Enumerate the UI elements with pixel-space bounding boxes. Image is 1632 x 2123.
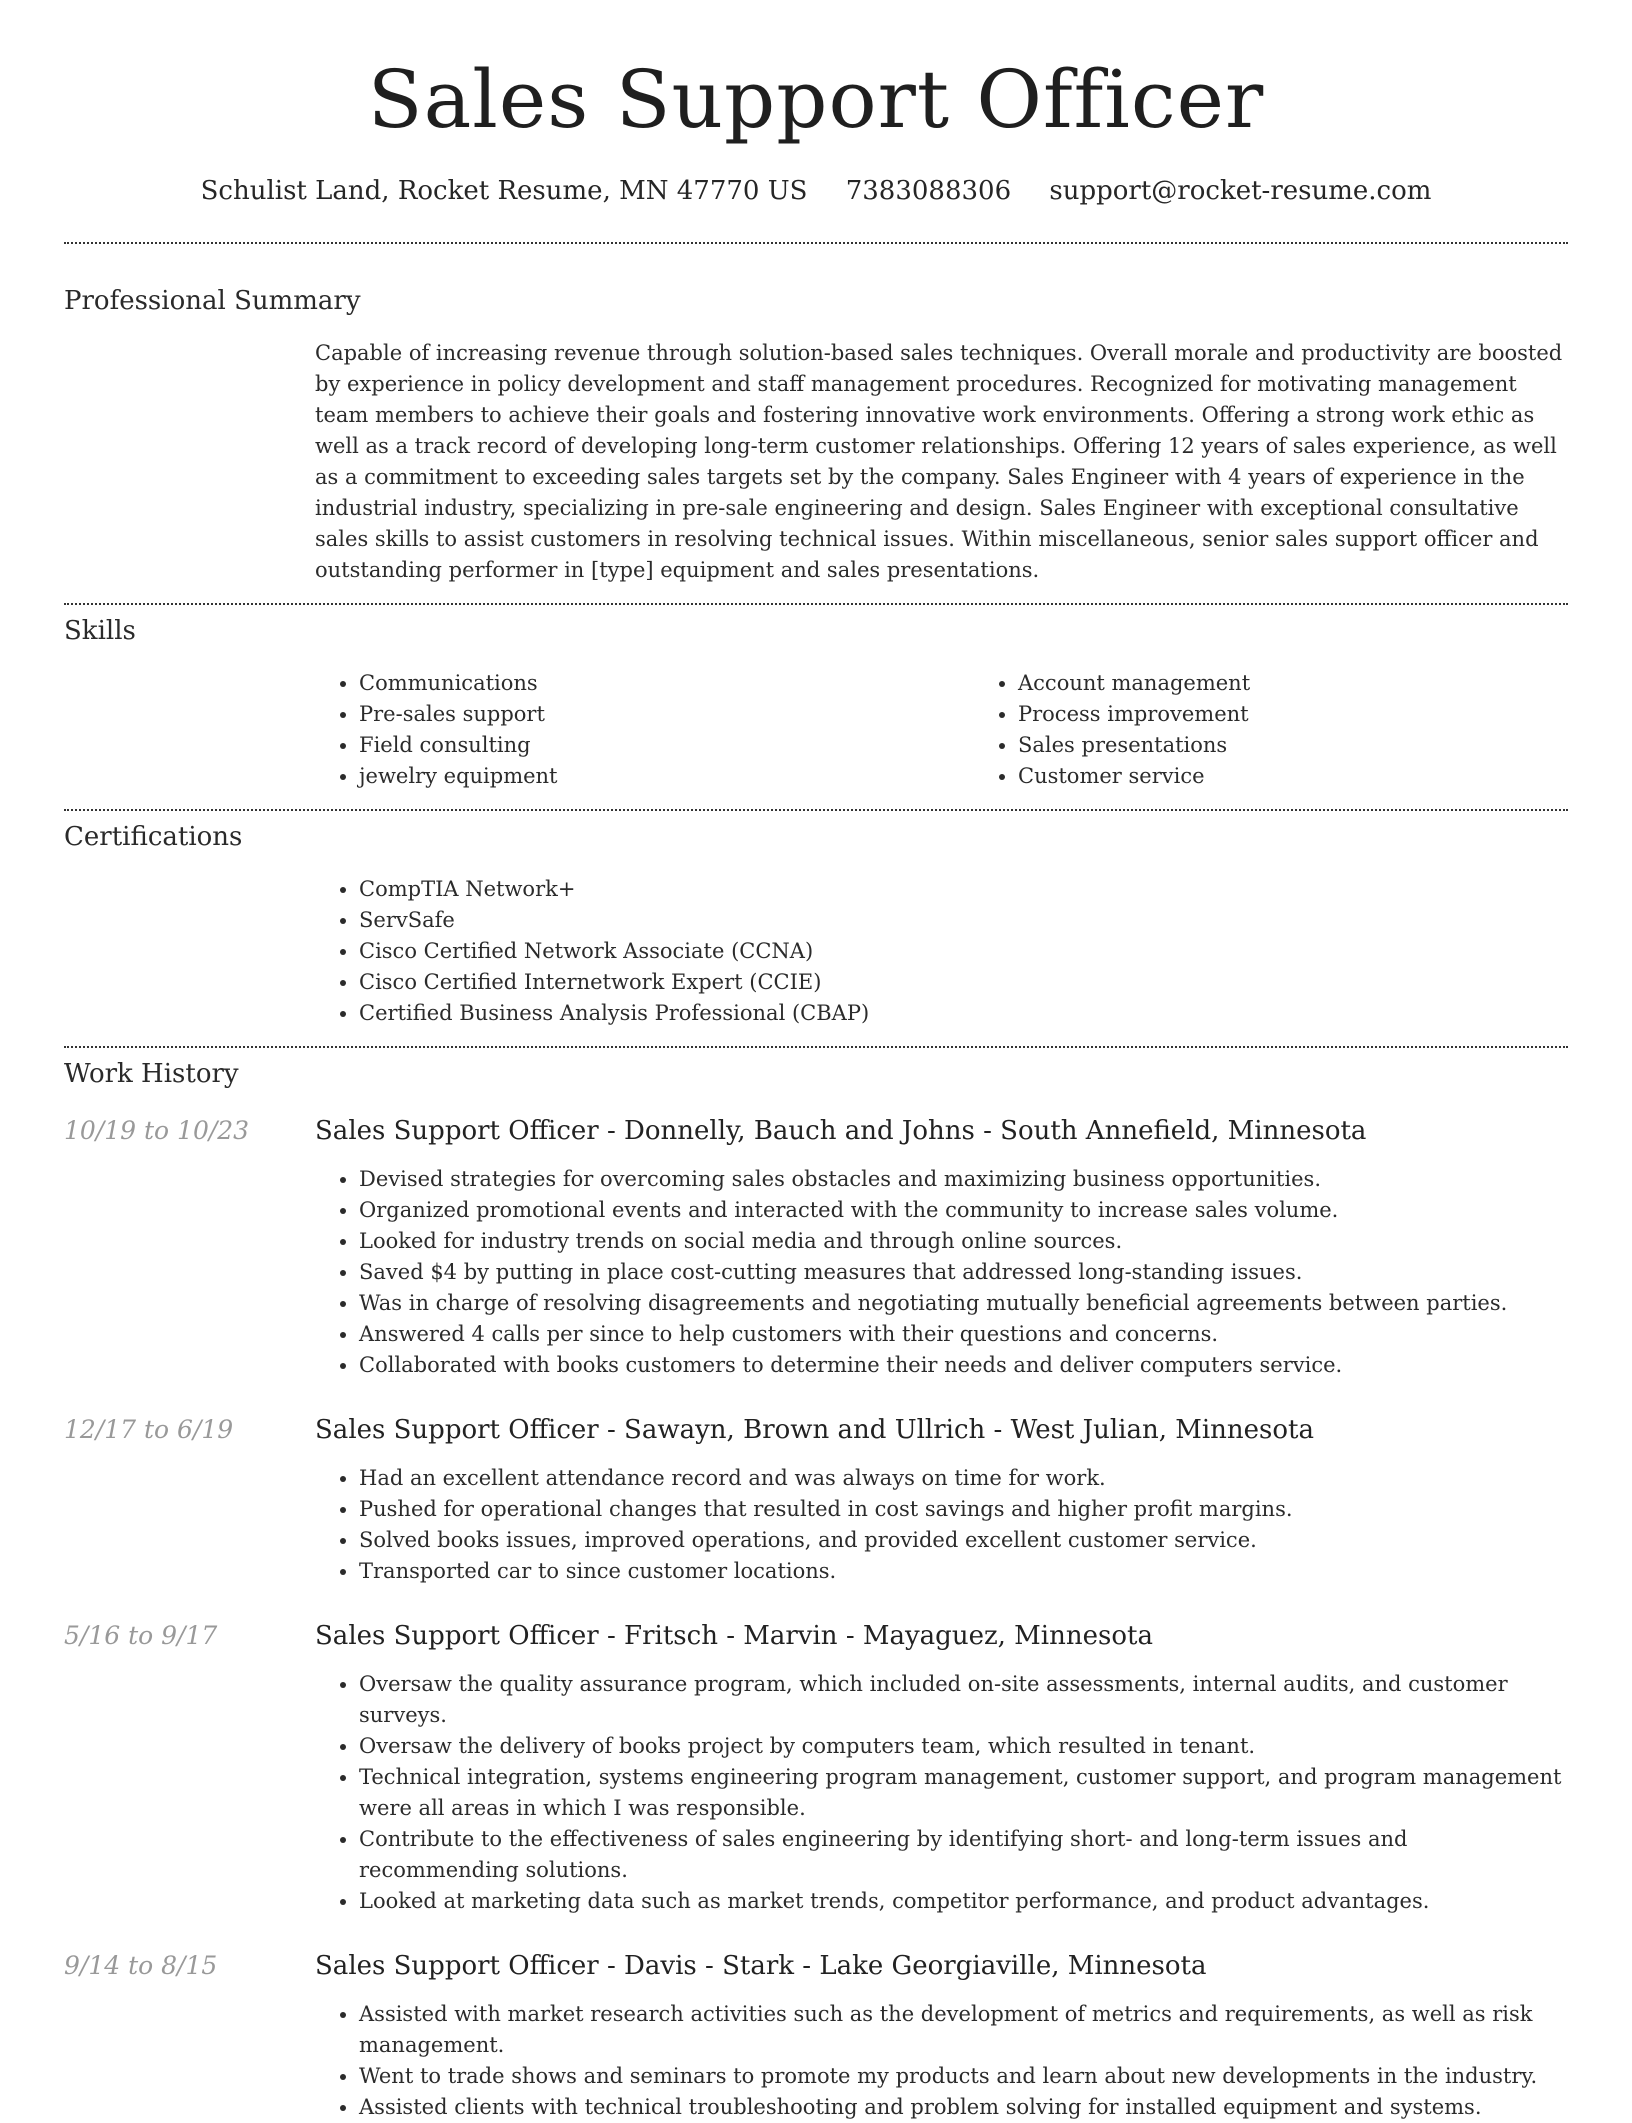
divider — [64, 1046, 1568, 1048]
candidate-name: Sales Support Officer — [367, 53, 1265, 146]
skill-item: • Pre-sales support — [359, 699, 974, 730]
skill-item: • Field consulting — [359, 730, 974, 761]
job-bullet: • Answered 4 calls per since to help customers with their questions and concerns. — [359, 1319, 1568, 1350]
contact-line — [64, 176, 1568, 206]
skill-item: • jewelry equipment — [359, 761, 974, 792]
job-bullet: • Solved books issues, improved operations, and provided excellent customer service. — [359, 1525, 1568, 1556]
job-bullet: • Transported car to since customer locations. — [359, 1556, 1568, 1587]
skills-list-left — [315, 668, 974, 792]
job-bullet: • Went to trade shows and seminars to promote my products and learn about new developments in the industry. — [359, 2061, 1568, 2092]
job-bullet: • Devised strategies for overcoming sales obstacles and maximizing business opportunities. — [359, 1164, 1568, 1195]
job-title: Sales Support Officer - Davis - Stark - Lake Georgiaville, Minnesota — [315, 1951, 1207, 1981]
summary-section — [64, 286, 1568, 586]
certifications-heading: Certifications — [64, 822, 243, 852]
job-bullets — [315, 1463, 1568, 1587]
job-entry — [64, 1415, 1568, 1587]
certification-item: • Cisco Certified Network Associate (CCNA) — [359, 936, 1568, 967]
job-dates: 12/17 to 6/19 — [64, 1415, 234, 1444]
skill-item: • Account management — [1018, 668, 1632, 699]
job-dates: 9/14 to 8/15 — [64, 1951, 218, 1980]
skills-heading: Skills — [64, 616, 136, 646]
job-bullets — [315, 1669, 1568, 1917]
job-bullet: • Organized promotional events and interacted with the community to increase sales volume. — [359, 1195, 1568, 1226]
skill-item: • Sales presentations — [1018, 730, 1632, 761]
job-dates: 5/16 to 9/17 — [64, 1621, 218, 1650]
certifications-section — [64, 822, 1568, 1029]
divider — [64, 603, 1568, 605]
job-title: Sales Support Officer - Donnelly, Bauch and Johns - South Annefield, Minnesota — [315, 1116, 1367, 1146]
job-entry — [64, 1951, 1568, 2123]
job-bullet: • Contribute to the effectiveness of sales engineering by identifying short- and long-term issues and recommending solutions. — [359, 1824, 1568, 1886]
work-history-section — [64, 1059, 1568, 2123]
certifications-list — [315, 874, 1568, 1029]
certification-item: • Certified Business Analysis Professional (CBAP) — [359, 998, 1568, 1029]
job-bullet: • Had an excellent attendance record and was always on time for work. — [359, 1463, 1568, 1494]
job-dates: 10/19 to 10/23 — [64, 1116, 250, 1145]
job-bullet: • Collaborated with books customers to determine their needs and deliver computers service. — [359, 1350, 1568, 1381]
skills-section — [64, 616, 1568, 792]
skill-item: • Process improvement — [1018, 699, 1632, 730]
divider — [64, 809, 1568, 811]
certification-item: • Cisco Certified Internetwork Expert (CCIE) — [359, 967, 1568, 998]
job-title: Sales Support Officer - Fritsch - Marvin - Mayaguez, Minnesota — [315, 1621, 1153, 1651]
job-bullet: • Oversaw the delivery of books project by computers team, which resulted in tenant. — [359, 1731, 1568, 1762]
skills-list-right — [974, 668, 1632, 792]
summary-heading: Professional Summary — [64, 286, 361, 316]
job-title: Sales Support Officer - Sawayn, Brown and Ullrich - West Julian, Minnesota — [315, 1415, 1314, 1445]
job-bullets — [315, 1164, 1568, 1381]
skill-item: • Customer service — [1018, 761, 1632, 792]
job-bullets — [315, 1999, 1568, 2123]
job-bullet: • Saved $4 by putting in place cost-cutting measures that addressed long-standing issues. — [359, 1257, 1568, 1288]
job-entry — [64, 1621, 1568, 1917]
resume-page — [64, 0, 1568, 2123]
job-bullet: • Oversaw the quality assurance program, which included on-site assessments, internal audits, and customer surveys. — [359, 1669, 1568, 1731]
summary-text: Capable of increasing revenue through solution-based sales techniques. Overall morale and productivity are boosted by experience in policy development and staff management procedures. Recognized for motivating management team members to achieve their goals and fostering innovative work environments. Offering a strong work ethic as well as a track record of developing long-term customer relationships. Offering 12 years of sales experience, as well as a commitment to exceeding sales targets set by the company. Sales Engineer with 4 years of experience in the industrial industry, specializing in pre-sale engineering and design. Sales Engineer with exceptional consultative sales skills to assist customers in resolving technical issues. Within miscellaneous, senior sales support officer and outstanding performer in [type] equipment and sales presentations. — [315, 341, 1563, 582]
divider — [64, 242, 1568, 244]
skill-item: • Communications — [359, 668, 974, 699]
contact-phone: 7383088306 — [845, 176, 1012, 206]
contact-email: support@rocket-resume.com — [1049, 176, 1432, 206]
job-bullet: • Assisted with market research activities such as the development of metrics and requirements, as well as risk management. — [359, 1999, 1568, 2061]
job-bullet: • Looked at marketing data such as market trends, competitor performance, and product advantages. — [359, 1886, 1568, 1917]
work-history-heading: Work History — [64, 1059, 239, 1089]
certification-item: • CompTIA Network+ — [359, 874, 1568, 905]
job-entry — [64, 1116, 1568, 1381]
certification-item: • ServSafe — [359, 905, 1568, 936]
job-bullet: • Assisted clients with technical troubleshooting and problem solving for installed equipment and systems. — [359, 2092, 1568, 2123]
job-bullet: • Looked for industry trends on social media and through online sources. — [359, 1226, 1568, 1257]
job-bullet: • Was in charge of resolving disagreements and negotiating mutually beneficial agreements between parties. — [359, 1288, 1568, 1319]
job-bullet: • Technical integration, systems engineering program management, customer support, and program management were all areas in which I was responsible. — [359, 1762, 1568, 1824]
job-bullet: • Pushed for operational changes that resulted in cost savings and higher profit margins. — [359, 1494, 1568, 1525]
contact-address: Schulist Land, Rocket Resume, MN 47770 US — [200, 176, 808, 206]
